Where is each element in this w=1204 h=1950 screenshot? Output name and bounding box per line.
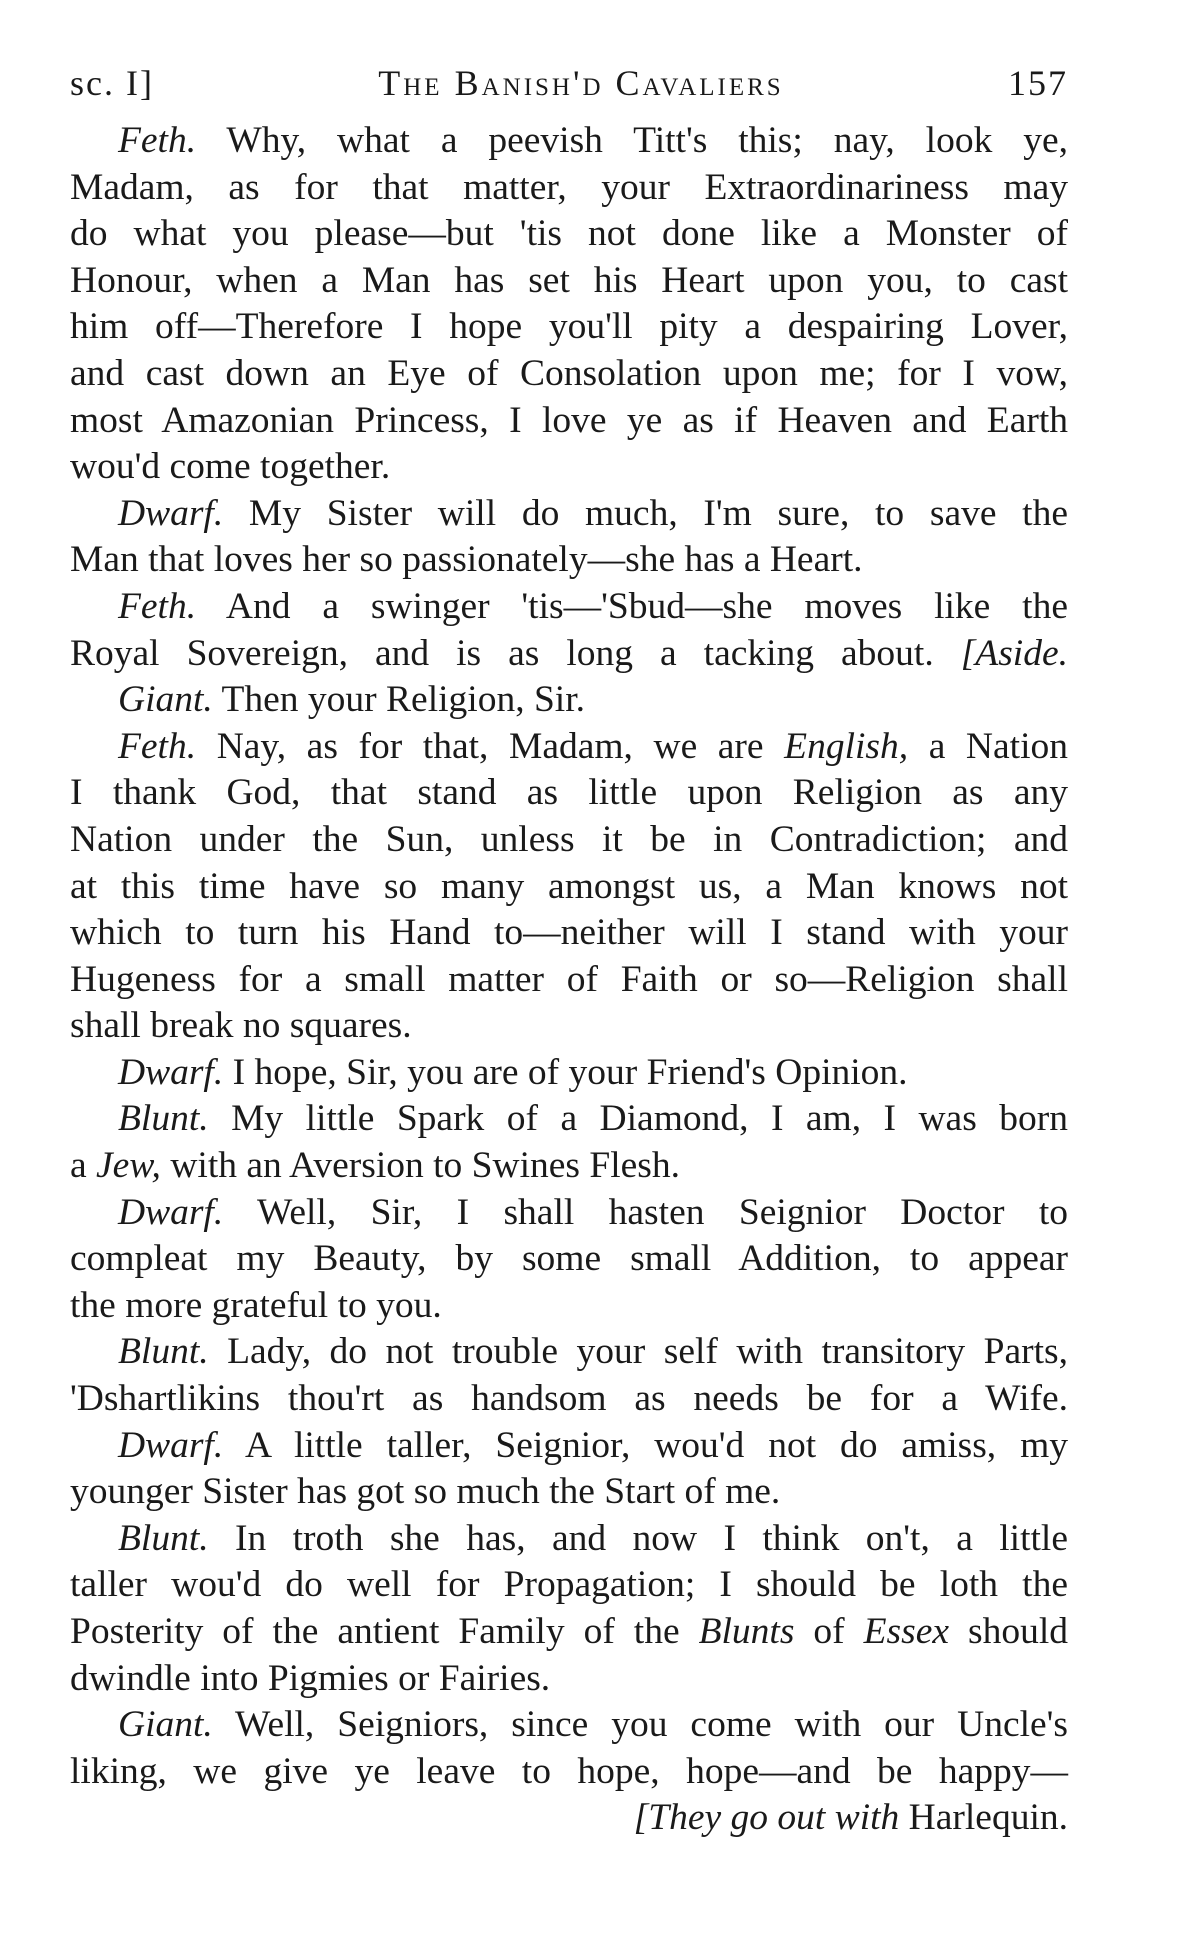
text-run: at this time have so many amongst us, a Man knows not <box>70 865 1068 907</box>
text-run: do what you please—but 'tis not done like a Monster of <box>70 213 1068 255</box>
italic-run: Dwarf. <box>118 1051 224 1093</box>
italic-run: Blunt. <box>118 1098 209 1140</box>
text-line <box>70 1050 1068 1097</box>
text-line <box>70 211 1068 258</box>
page-number: 157 <box>1008 63 1068 103</box>
text-run: shall break no squares. <box>70 1005 412 1047</box>
text-run: Well, Sir, I shall hasten Seignior Doctor to <box>223 1191 1068 1233</box>
text-line <box>70 491 1068 538</box>
text-line <box>70 1143 1068 1190</box>
running-title: The Banish'd Cavaliers <box>378 63 784 103</box>
text-run: younger Sister has got so much the Start of me. <box>70 1471 781 1513</box>
text-line <box>70 1749 1068 1796</box>
text-run: And a swinger 'tis—'Sbud—she moves like the <box>196 585 1068 627</box>
text-line <box>70 1376 1068 1423</box>
text-run: him off—Therefore I hope you'll pity a despairing Lover, <box>70 306 1068 348</box>
text-run: Then your Religion, Sir. <box>212 679 586 721</box>
text-run: should <box>949 1611 1069 1652</box>
italic-run: Blunt. <box>118 1517 209 1559</box>
section-marker: sc. I] <box>70 63 154 103</box>
text-line <box>70 584 1068 631</box>
text-run: Posterity of the antient Family of the <box>70 1611 699 1652</box>
running-header <box>70 62 1068 104</box>
text-line <box>70 1469 1068 1516</box>
italic-run: Feth. <box>118 120 197 161</box>
text-line <box>70 910 1068 957</box>
text-line <box>70 537 1068 584</box>
text-run: a Nation <box>908 725 1068 767</box>
text-line <box>70 351 1068 398</box>
italic-run: English, <box>784 725 909 767</box>
text-run: Honour, when a Man has set his Heart upon you, to cast <box>70 259 1068 301</box>
text-line <box>70 957 1068 1004</box>
text-run: Nation under the Sun, unless it be in Contradiction; and <box>70 818 1068 860</box>
text-run: which to turn his Hand to—neither will I stand with your <box>70 912 1068 954</box>
italic-run: Blunt. <box>118 1331 209 1373</box>
text-run: of <box>794 1611 864 1652</box>
text-line <box>70 1236 1068 1283</box>
text-line <box>70 1096 1068 1143</box>
italic-run: Jew, <box>96 1145 161 1187</box>
text-line <box>70 1190 1068 1237</box>
text-line <box>70 258 1068 305</box>
text-line <box>70 1329 1068 1376</box>
text-run: Well, Seigniors, since you come with our Uncle's <box>212 1704 1068 1746</box>
text-line <box>70 677 1068 724</box>
text-line <box>70 1003 1068 1050</box>
italic-run: Giant. <box>118 1704 213 1746</box>
text-line <box>70 1516 1068 1563</box>
text-run: most Amazonian Princess, I love ye as if Heaven and Earth <box>70 399 1068 441</box>
text-run: taller wou'd do well for Propagation; I should be loth the <box>70 1564 1068 1606</box>
text-run: I hope, Sir, you are of your Friend's Opinion. <box>223 1051 908 1093</box>
text-run: the more grateful to you. <box>70 1284 442 1326</box>
text-run: 'Dshartlikins thou'rt as handsom as needs be for a Wife. <box>70 1378 1068 1420</box>
italic-run: [They go out with <box>633 1797 900 1839</box>
text-line <box>70 724 1068 771</box>
text-run: I thank God, that stand as little upon Religion as any <box>70 772 1068 814</box>
text-run: Nay, as for that, Madam, we are <box>196 725 785 767</box>
text-line <box>70 1795 1068 1842</box>
text-line <box>70 1562 1068 1609</box>
italic-run: Feth. <box>118 725 197 767</box>
text-run: Harlequin. <box>899 1797 1068 1839</box>
text-line <box>70 817 1068 864</box>
italic-run: Feth. <box>118 585 197 627</box>
text-run: Man that loves her so passionately—she has a Heart. <box>70 539 863 581</box>
text-run: Madam, as for that matter, your Extraordinariness may <box>70 166 1068 208</box>
text-run: liking, we give ye leave to hope, hope—and be happy— <box>70 1750 1068 1792</box>
text-run: My Sister will do much, I'm sure, to save the <box>223 492 1068 534</box>
text-line <box>70 444 1068 491</box>
italic-run: Blunts <box>698 1611 795 1652</box>
italic-run: Dwarf. <box>118 492 224 534</box>
play-text <box>70 118 1068 1842</box>
text-run: wou'd come together. <box>70 446 391 488</box>
text-run: dwindle into Pigmies or Fairies. <box>70 1657 551 1699</box>
text-run: compleat my Beauty, by some small Addition, to appear <box>70 1238 1068 1280</box>
text-run: Royal Sovereign, and is as long a tacking about. <box>70 632 961 674</box>
text-line <box>70 165 1068 212</box>
text-run: and cast down an Eye of Consolation upon me; for I vow, <box>70 352 1068 394</box>
text-line <box>70 304 1068 351</box>
text-line <box>70 1656 1068 1703</box>
text-line <box>70 631 1068 678</box>
italic-run: [Aside. <box>960 632 1068 674</box>
text-line <box>70 118 1068 165</box>
text-line <box>70 1702 1068 1749</box>
italic-run: Dwarf. <box>118 1191 224 1233</box>
italic-run: Essex <box>863 1611 950 1652</box>
text-line <box>70 1283 1068 1330</box>
text-line <box>70 398 1068 445</box>
text-run: Why, what a peevish Titt's this; nay, look ye, <box>196 120 1068 161</box>
text-line <box>70 864 1068 911</box>
text-run: Lady, do not trouble your self with transitory Parts, <box>208 1331 1068 1373</box>
text-run: In troth she has, and now I think on't, a little <box>208 1517 1068 1559</box>
text-line <box>70 1609 1068 1656</box>
text-run: A little taller, Seignior, wou'd not do amiss, my <box>223 1424 1068 1466</box>
text-run: a <box>70 1145 97 1187</box>
text-run: with an Aversion to Swines Flesh. <box>160 1145 681 1187</box>
text-line <box>70 1423 1068 1470</box>
text-run: Hugeness for a small matter of Faith or so—Religion shall <box>70 958 1068 1000</box>
text-run: My little Spark of a Diamond, I am, I was born <box>208 1098 1068 1140</box>
text-line <box>70 770 1068 817</box>
italic-run: Dwarf. <box>118 1424 224 1466</box>
italic-run: Giant. <box>118 679 213 721</box>
